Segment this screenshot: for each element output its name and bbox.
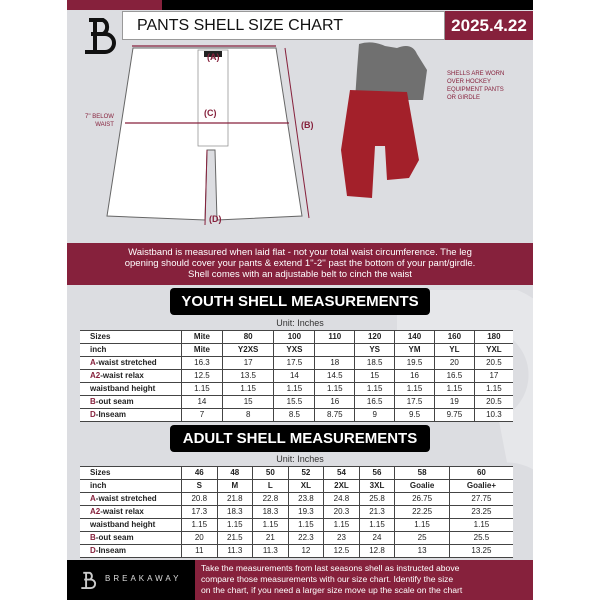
measurement-code: A2 bbox=[90, 371, 101, 380]
table-cell: 25 bbox=[395, 532, 450, 545]
table-cell: 18 bbox=[315, 357, 355, 370]
measurement-diagram bbox=[67, 40, 533, 243]
table-cell: 23 bbox=[324, 532, 360, 545]
table-cell: 9 bbox=[355, 409, 395, 422]
table-row bbox=[80, 493, 513, 506]
table-cell: 52 bbox=[288, 467, 324, 480]
footer-logo-icon bbox=[79, 570, 97, 590]
table-row bbox=[80, 396, 513, 409]
adult-size-table bbox=[80, 466, 513, 558]
table-cell: 160 bbox=[434, 331, 474, 344]
table-cell: 1.15 bbox=[274, 383, 315, 396]
measuring-instructions bbox=[67, 243, 533, 285]
table-row bbox=[80, 331, 513, 344]
youth-unit-label: Unit: Inches bbox=[276, 318, 324, 328]
row-label bbox=[80, 396, 182, 409]
table-cell: 16 bbox=[395, 370, 435, 383]
table-cell: 20.5 bbox=[474, 357, 513, 370]
table-cell: 9.5 bbox=[395, 409, 435, 422]
table-cell: 1.15 bbox=[288, 519, 324, 532]
measurement-code: A bbox=[90, 358, 96, 367]
youth-title-text: YOUTH SHELL MEASUREMENTS bbox=[181, 293, 419, 310]
note-line: SHELLS ARE WORN bbox=[447, 71, 505, 77]
table-cell: 26.75 bbox=[395, 493, 450, 506]
footer-instructions bbox=[195, 560, 533, 600]
table-cell: YL bbox=[434, 344, 474, 357]
measurement-name: inch bbox=[90, 345, 107, 354]
row-label bbox=[80, 383, 182, 396]
adult-title-text: ADULT SHELL MEASUREMENTS bbox=[182, 430, 418, 447]
table-cell: YXL bbox=[474, 344, 513, 357]
measurement-name: -out seam bbox=[95, 397, 134, 406]
top-bar-accent bbox=[67, 0, 162, 10]
adult-unit-label: Unit: Inches bbox=[276, 454, 324, 464]
table-cell: 2XL bbox=[324, 480, 360, 493]
table-cell: 17 bbox=[222, 357, 274, 370]
note-line: 7'' BELOW bbox=[85, 114, 114, 120]
table-cell: 180 bbox=[474, 331, 513, 344]
table-cell: 16.5 bbox=[434, 370, 474, 383]
table-cell: 23.8 bbox=[288, 493, 324, 506]
table-cell: XL bbox=[288, 480, 324, 493]
row-label bbox=[80, 519, 182, 532]
table-cell: 22.3 bbox=[288, 532, 324, 545]
table-cell: 1.15 bbox=[182, 383, 223, 396]
instruction-line: Waistband is measured when laid flat - not your total waist circumference. The leg bbox=[128, 247, 472, 258]
table-cell: Goalie+ bbox=[449, 480, 513, 493]
measurement-name: -waist relax bbox=[100, 507, 144, 516]
table-cell: 48 bbox=[217, 467, 253, 480]
row-label bbox=[80, 331, 182, 344]
table-cell: 100 bbox=[274, 331, 315, 344]
table-cell: 60 bbox=[449, 467, 513, 480]
table-cell: 11 bbox=[182, 545, 218, 558]
table-cell: 14 bbox=[274, 370, 315, 383]
label-d: (D) bbox=[209, 214, 222, 224]
footer-brand bbox=[67, 560, 195, 600]
label-c: (C) bbox=[204, 108, 217, 118]
footer-line: Take the measurements from last seasons shell as instructed above bbox=[201, 563, 460, 573]
table-cell: 54 bbox=[324, 467, 360, 480]
table-cell: 21.5 bbox=[217, 532, 253, 545]
footer-brand-name: BREAKAWAY bbox=[105, 574, 182, 583]
top-bar bbox=[162, 0, 533, 10]
table-cell: 14 bbox=[182, 396, 223, 409]
table-row bbox=[80, 383, 513, 396]
table-cell: 3XL bbox=[359, 480, 395, 493]
table-cell: 13.5 bbox=[222, 370, 274, 383]
table-cell: Y2XS bbox=[222, 344, 274, 357]
date-badge bbox=[445, 11, 533, 40]
table-cell: 1.15 bbox=[449, 519, 513, 532]
table-cell: Mite bbox=[182, 331, 223, 344]
table-cell: 25.5 bbox=[449, 532, 513, 545]
table-cell: 120 bbox=[355, 331, 395, 344]
table-cell: 20.3 bbox=[324, 506, 360, 519]
table-row bbox=[80, 545, 513, 558]
table-row bbox=[80, 506, 513, 519]
table-row bbox=[80, 532, 513, 545]
table-row bbox=[80, 467, 513, 480]
youth-section-title bbox=[170, 288, 430, 315]
table-cell: 12.8 bbox=[359, 545, 395, 558]
table-cell: Mite bbox=[182, 344, 223, 357]
table-cell: 21.3 bbox=[359, 506, 395, 519]
measurement-name: waistband height bbox=[90, 520, 156, 529]
row-label bbox=[80, 357, 182, 370]
table-cell: 1.15 bbox=[253, 519, 289, 532]
table-cell: 1.15 bbox=[474, 383, 513, 396]
table-row bbox=[80, 357, 513, 370]
measurement-name: -waist stretched bbox=[95, 358, 157, 367]
table-cell: 1.15 bbox=[182, 519, 218, 532]
table-cell: 17.5 bbox=[274, 357, 315, 370]
table-cell: 12 bbox=[288, 545, 324, 558]
table-cell: 14.5 bbox=[315, 370, 355, 383]
measurement-name: Sizes bbox=[90, 468, 111, 477]
note-line: EQUIPMENT PANTS bbox=[447, 87, 504, 93]
table-cell: 16 bbox=[315, 396, 355, 409]
note-line: OR GIRDLE bbox=[447, 95, 481, 101]
table-cell: 20 bbox=[434, 357, 474, 370]
page-title: PANTS SHELL SIZE CHART bbox=[137, 17, 343, 34]
table-cell: 15 bbox=[355, 370, 395, 383]
adult-section-title bbox=[170, 425, 430, 452]
table-cell: 15.5 bbox=[274, 396, 315, 409]
table-cell: 10.3 bbox=[474, 409, 513, 422]
table-cell: 23.25 bbox=[449, 506, 513, 519]
row-label bbox=[80, 532, 182, 545]
below-waist-note bbox=[85, 113, 114, 129]
instruction-line: opening should cover your pants & extend 1''-2'' past the bottom of your pant/girdle. bbox=[124, 258, 476, 269]
table-cell: 50 bbox=[253, 467, 289, 480]
title-box bbox=[122, 11, 445, 40]
table-cell: 16.5 bbox=[355, 396, 395, 409]
table-cell: 56 bbox=[359, 467, 395, 480]
measurement-code: D bbox=[90, 546, 96, 555]
date-text: 2025.4.22 bbox=[451, 16, 527, 35]
table-cell: Goalie bbox=[395, 480, 450, 493]
row-label bbox=[80, 480, 182, 493]
table-cell: 1.15 bbox=[324, 519, 360, 532]
table-cell: 22.8 bbox=[253, 493, 289, 506]
table-cell: 24 bbox=[359, 532, 395, 545]
table-cell: L bbox=[253, 480, 289, 493]
measurement-code: D bbox=[90, 410, 96, 419]
table-cell: 1.15 bbox=[434, 383, 474, 396]
measurement-name: Sizes bbox=[90, 332, 111, 341]
youth-size-table bbox=[80, 330, 513, 422]
size-chart-page bbox=[67, 0, 533, 600]
table-cell: 12.5 bbox=[182, 370, 223, 383]
table-cell: 17 bbox=[474, 370, 513, 383]
table-row bbox=[80, 344, 513, 357]
table-cell: YS bbox=[355, 344, 395, 357]
measurement-name: -waist relax bbox=[100, 371, 144, 380]
table-cell: 19 bbox=[434, 396, 474, 409]
table-cell: 1.15 bbox=[315, 383, 355, 396]
table-cell: 13.25 bbox=[449, 545, 513, 558]
table-cell: 18.5 bbox=[355, 357, 395, 370]
table-cell: 19.3 bbox=[288, 506, 324, 519]
table-cell: 18.3 bbox=[217, 506, 253, 519]
table-cell: 25.8 bbox=[359, 493, 395, 506]
measurement-name: -Inseam bbox=[95, 410, 127, 419]
row-label bbox=[80, 493, 182, 506]
measurement-name: waistband height bbox=[90, 384, 156, 393]
table-cell: 1.15 bbox=[395, 519, 450, 532]
table-cell: 15 bbox=[222, 396, 274, 409]
table-cell: 1.15 bbox=[359, 519, 395, 532]
table-cell: 17.3 bbox=[182, 506, 218, 519]
footer-line: compare those measurements with our size chart. Identify the size bbox=[201, 574, 454, 584]
table-cell: YM bbox=[395, 344, 435, 357]
table-cell: 18.3 bbox=[253, 506, 289, 519]
table-row bbox=[80, 519, 513, 532]
table-cell: 12.5 bbox=[324, 545, 360, 558]
table-cell: 21 bbox=[253, 532, 289, 545]
table-cell: S bbox=[182, 480, 218, 493]
table-cell: 27.75 bbox=[449, 493, 513, 506]
table-cell: 8 bbox=[222, 409, 274, 422]
table-cell: 8.5 bbox=[274, 409, 315, 422]
table-cell: YXS bbox=[274, 344, 315, 357]
table-cell: 1.15 bbox=[355, 383, 395, 396]
table-cell: 7 bbox=[182, 409, 223, 422]
instruction-line: Shell comes with an adjustable belt to cinch the waist bbox=[188, 269, 412, 280]
table-row bbox=[80, 480, 513, 493]
measurement-code: B bbox=[90, 397, 96, 406]
table-cell: 13 bbox=[395, 545, 450, 558]
table-cell: 20.5 bbox=[474, 396, 513, 409]
table-cell: 46 bbox=[182, 467, 218, 480]
row-label bbox=[80, 545, 182, 558]
row-label bbox=[80, 467, 182, 480]
table-cell: 11.3 bbox=[253, 545, 289, 558]
table-cell: 19.5 bbox=[395, 357, 435, 370]
table-cell: 80 bbox=[222, 331, 274, 344]
footer-line: on the chart, if you need a larger size move up the scale on the chart bbox=[201, 585, 463, 595]
table-cell: 1.15 bbox=[222, 383, 274, 396]
table-cell: 140 bbox=[395, 331, 435, 344]
row-label bbox=[80, 344, 182, 357]
measurement-code: A2 bbox=[90, 507, 101, 516]
table-cell: 1.15 bbox=[395, 383, 435, 396]
table-cell: 24.8 bbox=[324, 493, 360, 506]
table-cell: M bbox=[217, 480, 253, 493]
table-cell: 110 bbox=[315, 331, 355, 344]
table-cell: 21.8 bbox=[217, 493, 253, 506]
table-cell: 1.15 bbox=[217, 519, 253, 532]
table-cell bbox=[315, 344, 355, 357]
table-cell: 22.25 bbox=[395, 506, 450, 519]
row-label bbox=[80, 370, 182, 383]
table-cell: 20.8 bbox=[182, 493, 218, 506]
measurement-code: B bbox=[90, 533, 96, 542]
label-b: (B) bbox=[301, 120, 314, 130]
measurement-name: -waist stretched bbox=[95, 494, 157, 503]
table-cell: 8.75 bbox=[315, 409, 355, 422]
label-a: (A) bbox=[207, 52, 220, 62]
row-label bbox=[80, 409, 182, 422]
table-cell: 17.5 bbox=[395, 396, 435, 409]
table-cell: 11.3 bbox=[217, 545, 253, 558]
table-row bbox=[80, 409, 513, 422]
table-cell: 20 bbox=[182, 532, 218, 545]
measurement-code: A bbox=[90, 494, 96, 503]
measurement-name: -Inseam bbox=[95, 546, 127, 555]
table-cell: 58 bbox=[395, 467, 450, 480]
row-label bbox=[80, 506, 182, 519]
shell-worn-note bbox=[447, 70, 504, 102]
note-line: WAIST bbox=[95, 122, 114, 128]
note-line: OVER HOCKEY bbox=[447, 79, 492, 85]
measurement-name: -out seam bbox=[95, 533, 134, 542]
table-cell: 9.75 bbox=[434, 409, 474, 422]
table-row bbox=[80, 370, 513, 383]
measurement-name: inch bbox=[90, 481, 107, 490]
table-cell: 16.3 bbox=[182, 357, 223, 370]
